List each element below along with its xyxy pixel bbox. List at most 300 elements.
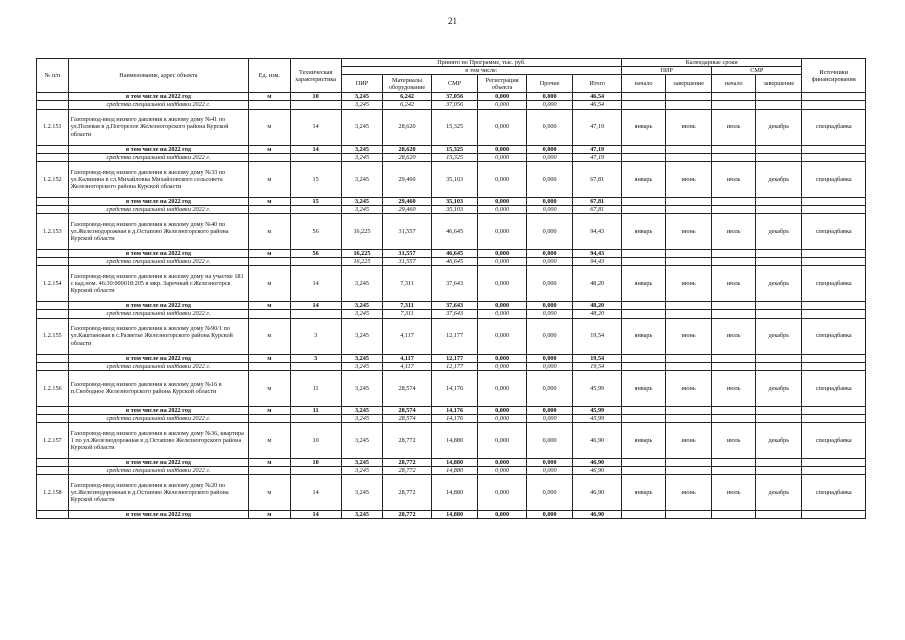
smr-start-cell [712,101,756,109]
total-cell: 46,90 [573,511,622,519]
pir-end-cell [665,258,711,266]
tech-cell: 10 [290,459,341,467]
tech-cell [290,467,341,475]
pir-cell: 3,245 [341,197,382,205]
special-funds-row [37,101,866,109]
pir-cell: 16,225 [341,214,382,250]
pir-start-cell [622,258,666,266]
other-cell: 0,000 [526,205,572,213]
registration-cell: 0,000 [478,370,527,406]
smr-cell: 37,643 [431,266,477,302]
tech-cell [290,205,341,213]
smr-end-cell [756,354,802,362]
smr-cell: 14,880 [431,423,477,459]
other-cell: 0,000 [526,109,572,145]
pir-end-cell [665,302,711,310]
funding-cell [802,467,866,475]
other-cell: 0,000 [526,302,572,310]
tech-cell [290,310,341,318]
row-number-empty [37,101,69,109]
pir-start-cell [622,459,666,467]
pir-start-cell: январь [622,318,666,354]
total-cell: 19,54 [573,362,622,370]
total-cell: 67,81 [573,197,622,205]
header-smr: СМР [431,75,477,93]
row-number-empty [37,467,69,475]
funding-cell: спецнадбавка [802,423,866,459]
unit-cell: м [249,109,290,145]
registration-cell: 0,000 [478,101,527,109]
smr-start-cell [712,145,756,153]
special-funds-label: средства специальной надбавки 2022 г. [68,414,248,422]
smr-cell: 14,176 [431,414,477,422]
registration-cell: 0,000 [478,250,527,258]
registration-cell: 0,000 [478,414,527,422]
registration-cell: 0,000 [478,423,527,459]
total-cell: 47,19 [573,145,622,153]
page-number: 21 [448,16,457,26]
total-cell: 45,99 [573,370,622,406]
year-subtotal-row [37,197,866,205]
row-number: 1.2.156 [37,370,69,406]
object-name: Газопровод-ввод низкого давления к жилому дому №90/1 по ул.Каштановая в с.Разветье Железногорского района Курской области [68,318,248,354]
funding-cell [802,197,866,205]
row-number-empty [37,205,69,213]
smr-cell: 46,645 [431,250,477,258]
smr-cell: 35,103 [431,205,477,213]
registration-cell: 0,000 [478,406,527,414]
registration-cell: 0,000 [478,145,527,153]
tech-cell: 56 [290,250,341,258]
subtotal-label: в том числе на 2022 год [68,511,248,519]
total-cell: 48,20 [573,266,622,302]
row-number-empty [37,302,69,310]
total-cell: 47,19 [573,153,622,161]
row-number-empty [37,511,69,519]
tech-cell: 14 [290,511,341,519]
pir-start-cell: январь [622,370,666,406]
pir-start-cell [622,406,666,414]
other-cell: 0,000 [526,318,572,354]
funding-cell: спецнадбавка [802,475,866,511]
smr-cell: 15,325 [431,109,477,145]
smr-start-cell: июль [712,475,756,511]
pir-cell: 3,245 [341,423,382,459]
smr-start-cell: июль [712,161,756,197]
pir-start-cell [622,145,666,153]
materials-cell: 28,772 [383,511,432,519]
tech-cell: 11 [290,370,341,406]
pir-start-cell [622,197,666,205]
smr-end-cell [756,414,802,422]
total-cell: 94,43 [573,258,622,266]
header-funding: Источники финансирования [802,59,866,93]
materials-cell: 6,242 [383,93,432,101]
unit-cell [249,205,290,213]
tech-cell: 14 [290,475,341,511]
smr-start-cell [712,354,756,362]
special-funds-row [37,467,866,475]
year-subtotal-row [37,511,866,519]
subtotal-label: в том числе на 2022 год [68,354,248,362]
pir-start-cell [622,414,666,422]
pir-cell: 3,245 [341,153,382,161]
smr-start-cell: июль [712,109,756,145]
pir-cell: 3,245 [341,302,382,310]
subtotal-label: в том числе на 2022 год [68,197,248,205]
object-row [37,161,866,197]
row-number-empty [37,250,69,258]
smr-start-cell [712,406,756,414]
pir-end-cell [665,93,711,101]
smr-end-cell [756,459,802,467]
row-number-empty [37,153,69,161]
tech-cell: 14 [290,109,341,145]
materials-cell: 28,772 [383,475,432,511]
header-other: Прочие [526,75,572,93]
other-cell: 0,000 [526,423,572,459]
object-row [37,109,866,145]
smr-start-cell [712,93,756,101]
funding-cell [802,93,866,101]
subtotal-label: в том числе на 2022 год [68,250,248,258]
pir-end-cell: июнь [665,475,711,511]
row-number: 1.2.153 [37,214,69,250]
pir-start-cell [622,205,666,213]
pir-start-cell: январь [622,266,666,302]
pir-end-cell: июнь [665,266,711,302]
smr-start-cell: июль [712,370,756,406]
object-name: Газопровод-ввод низкого давления к жилому дому №33 по ул.Калинина в сл.Михайловка Михайловского сельсовета Железногорского района Курской области [68,161,248,197]
other-cell: 0,000 [526,467,572,475]
other-cell: 0,000 [526,101,572,109]
smr-cell: 37,643 [431,310,477,318]
pir-start-cell [622,362,666,370]
row-number-empty [37,93,69,101]
registration-cell: 0,000 [478,153,527,161]
pir-cell: 16,225 [341,258,382,266]
object-name: Газопровод-ввод низкого давления к жилому дому №20 по ул.Железнодорожная в д.Остапово Железногорского района Курской области [68,475,248,511]
total-cell: 67,81 [573,161,622,197]
total-cell: 19,54 [573,318,622,354]
pir-cell: 3,245 [341,145,382,153]
funding-cell [802,362,866,370]
special-funds-row [37,310,866,318]
funding-cell [802,250,866,258]
pir-end-cell [665,362,711,370]
subtotal-label: в том числе на 2022 год [68,93,248,101]
smr-end-cell [756,258,802,266]
pir-cell: 3,245 [341,362,382,370]
smr-end-cell [756,310,802,318]
special-funds-row [37,205,866,213]
object-row [37,214,866,250]
unit-cell [249,414,290,422]
unit-cell [249,101,290,109]
pir-start-cell: январь [622,475,666,511]
smr-end-cell [756,511,802,519]
special-funds-label: средства специальной надбавки 2022 г. [68,258,248,266]
header-name: Наименование, адрес объекта [68,59,248,93]
materials-cell: 28,772 [383,423,432,459]
registration-cell: 0,000 [478,354,527,362]
funding-cell [802,101,866,109]
pir-cell: 3,245 [341,467,382,475]
special-funds-row [37,258,866,266]
other-cell: 0,000 [526,161,572,197]
header-start-smr: начало [712,75,756,93]
header-cal-smr: СМР [712,67,802,75]
tech-cell [290,362,341,370]
pir-end-cell: июнь [665,370,711,406]
materials-cell: 28,772 [383,459,432,467]
smr-cell: 14,880 [431,511,477,519]
smr-end-cell: декабрь [756,475,802,511]
subtotal-label: в том числе на 2022 год [68,302,248,310]
total-cell: 94,43 [573,250,622,258]
materials-cell: 28,574 [383,414,432,422]
smr-cell: 15,325 [431,153,477,161]
row-number-empty [37,362,69,370]
materials-cell: 28,620 [383,109,432,145]
registration-cell: 0,000 [478,266,527,302]
special-funds-label: средства специальной надбавки 2022 г. [68,362,248,370]
pir-end-cell [665,101,711,109]
total-cell: 46,90 [573,459,622,467]
smr-cell: 37,056 [431,93,477,101]
smr-start-cell: июль [712,423,756,459]
header-registration: Регистрация объекта [478,75,527,93]
row-number: 1.2.158 [37,475,69,511]
unit-cell [249,310,290,318]
header-cal-pir: ПИР [622,67,712,75]
header-pir: ПИР [341,75,382,93]
object-row [37,318,866,354]
subtotal-label: в том числе на 2022 год [68,145,248,153]
other-cell: 0,000 [526,250,572,258]
pir-cell: 3,245 [341,354,382,362]
tech-cell [290,414,341,422]
special-funds-label: средства специальной надбавки 2022 г. [68,467,248,475]
materials-cell: 7,311 [383,266,432,302]
object-name: Газопровод-ввод низкого давления к жилому дому №16 в п.Свободное Железногорского района Курской области [68,370,248,406]
other-cell: 0,000 [526,414,572,422]
registration-cell: 0,000 [478,161,527,197]
materials-cell: 4,117 [383,318,432,354]
smr-end-cell: декабрь [756,161,802,197]
pir-start-cell [622,101,666,109]
pir-end-cell [665,153,711,161]
smr-cell: 15,325 [431,145,477,153]
unit-cell: м [249,354,290,362]
object-name: Газопровод-ввод низкого давления к жилому дому на участке 181 с кад.ном. 46:30:000018:205 в мкр. Заречный г.Железногорск Курской области [68,266,248,302]
year-subtotal-row [37,459,866,467]
other-cell: 0,000 [526,93,572,101]
other-cell: 0,000 [526,258,572,266]
tech-cell: 56 [290,214,341,250]
unit-cell: м [249,370,290,406]
pir-cell: 3,245 [341,93,382,101]
pir-cell: 3,245 [341,414,382,422]
smr-start-cell [712,205,756,213]
smr-end-cell [756,250,802,258]
smr-start-cell [712,258,756,266]
funding-cell [802,414,866,422]
smr-end-cell: декабрь [756,318,802,354]
materials-cell: 4,117 [383,354,432,362]
pir-cell: 16,225 [341,250,382,258]
total-cell: 45,99 [573,414,622,422]
unit-cell [249,467,290,475]
smr-end-cell [756,153,802,161]
smr-start-cell [712,362,756,370]
header-end-pir: завершение [665,75,711,93]
row-number-empty [37,414,69,422]
special-funds-label: средства специальной надбавки 2022 г. [68,153,248,161]
tech-cell: 11 [290,406,341,414]
materials-cell: 4,117 [383,362,432,370]
pir-cell: 3,245 [341,475,382,511]
row-number: 1.2.157 [37,423,69,459]
pir-start-cell [622,310,666,318]
smr-end-cell: декабрь [756,266,802,302]
funding-cell [802,354,866,362]
materials-cell: 31,557 [383,214,432,250]
funding-cell [802,459,866,467]
row-number-empty [37,459,69,467]
smr-cell: 14,176 [431,406,477,414]
smr-end-cell: декабрь [756,214,802,250]
object-name: Газопровод-ввод низкого давления к жилому дому №36, квартира 1 по ул.Железнодорожная в д.Остапово Железногорского района Курской области [68,423,248,459]
other-cell: 0,000 [526,310,572,318]
smr-cell: 37,643 [431,302,477,310]
pir-cell: 3,245 [341,101,382,109]
header-including: в том числе: [341,67,621,75]
total-cell: 46,90 [573,475,622,511]
pir-cell: 3,245 [341,370,382,406]
smr-end-cell [756,205,802,213]
row-number-empty [37,258,69,266]
total-cell: 48,20 [573,310,622,318]
object-row [37,266,866,302]
materials-cell: 6,242 [383,101,432,109]
registration-cell: 0,000 [478,459,527,467]
smr-start-cell [712,511,756,519]
year-subtotal-row [37,93,866,101]
materials-cell: 7,311 [383,302,432,310]
tech-cell: 14 [290,145,341,153]
pir-end-cell: июнь [665,318,711,354]
tech-cell: 15 [290,161,341,197]
pir-end-cell: июнь [665,109,711,145]
tech-cell: 3 [290,318,341,354]
unit-cell: м [249,423,290,459]
header-materials: Материалы оборудование [383,75,432,93]
unit-cell: м [249,197,290,205]
other-cell: 0,000 [526,459,572,467]
unit-cell: м [249,406,290,414]
funding-cell [802,205,866,213]
object-row [37,423,866,459]
special-funds-label: средства специальной надбавки 2022 г. [68,205,248,213]
pir-end-cell: июнь [665,423,711,459]
header-end-smr: завершение [756,75,802,93]
header-num: № п/п [37,59,69,93]
other-cell: 0,000 [526,362,572,370]
materials-cell: 31,557 [383,258,432,266]
materials-cell: 7,311 [383,310,432,318]
smr-end-cell: декабрь [756,109,802,145]
pir-end-cell [665,354,711,362]
row-number-empty [37,354,69,362]
pir-end-cell [665,459,711,467]
registration-cell: 0,000 [478,318,527,354]
other-cell: 0,000 [526,214,572,250]
total-cell: 45,99 [573,406,622,414]
funding-cell: спецнадбавка [802,318,866,354]
materials-cell: 28,620 [383,153,432,161]
registration-cell: 0,000 [478,197,527,205]
smr-cell: 46,645 [431,258,477,266]
smr-start-cell: июль [712,318,756,354]
pir-start-cell [622,250,666,258]
pir-end-cell [665,406,711,414]
tech-cell: 14 [290,266,341,302]
table-body [37,93,866,519]
smr-cell: 12,177 [431,362,477,370]
tech-cell: 15 [290,197,341,205]
smr-start-cell: июль [712,266,756,302]
registration-cell: 0,000 [478,511,527,519]
tech-cell: 14 [290,302,341,310]
materials-cell: 29,460 [383,197,432,205]
smr-start-cell [712,310,756,318]
pir-start-cell: январь [622,109,666,145]
smr-end-cell [756,93,802,101]
total-cell: 94,43 [573,214,622,250]
funding-cell: спецнадбавка [802,161,866,197]
pir-cell: 3,245 [341,161,382,197]
unit-cell: м [249,214,290,250]
materials-cell: 29,460 [383,205,432,213]
year-subtotal-row [37,250,866,258]
total-cell: 67,81 [573,205,622,213]
funding-cell [802,258,866,266]
pir-end-cell [665,145,711,153]
unit-cell: м [249,318,290,354]
pir-cell: 3,245 [341,318,382,354]
materials-cell: 28,772 [383,467,432,475]
smr-start-cell [712,197,756,205]
pir-start-cell [622,153,666,161]
total-cell: 48,20 [573,302,622,310]
header-calendar: Календарные сроки [622,59,802,67]
total-cell: 19,54 [573,354,622,362]
materials-cell: 28,574 [383,370,432,406]
pir-start-cell [622,302,666,310]
other-cell: 0,000 [526,370,572,406]
object-row [37,475,866,511]
special-funds-row [37,153,866,161]
registration-cell: 0,000 [478,93,527,101]
object-name: Газопровод-ввод низкого давления к жилому дому №40 по ул.Железнодорожная в д.Остапово Железногорского района Курской области [68,214,248,250]
funding-cell [802,153,866,161]
smr-end-cell [756,406,802,414]
object-row [37,370,866,406]
special-funds-label: средства специальной надбавки 2022 г. [68,310,248,318]
other-cell: 0,000 [526,145,572,153]
unit-cell: м [249,511,290,519]
